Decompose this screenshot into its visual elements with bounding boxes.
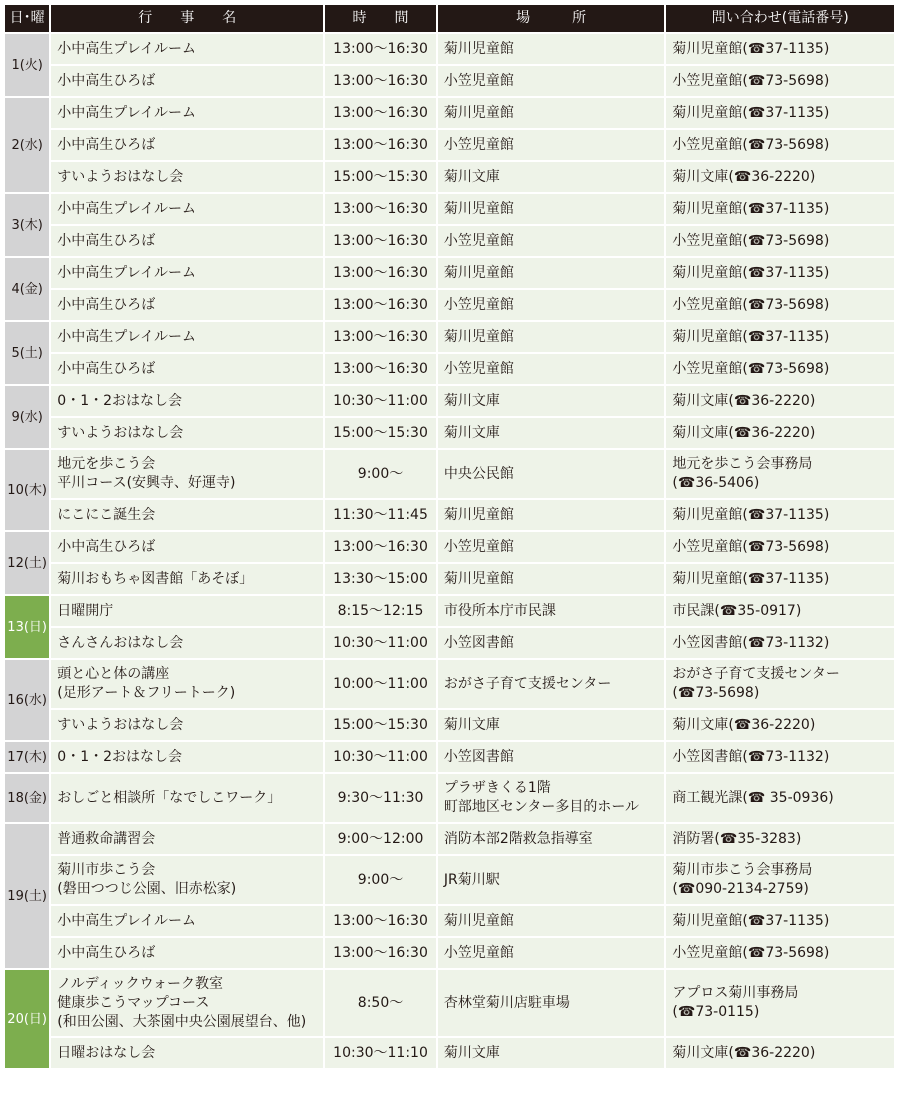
place-cell [438, 194, 665, 224]
cell-text-line: 小中高生プレイルーム [57, 912, 197, 929]
time-cell: 13:00〜16:30 [325, 354, 436, 384]
time-cell: 10:30〜11:00 [325, 386, 436, 416]
cell-text-line: 小笠児童館(☎73-5698) [672, 360, 830, 377]
cell-text-line: 日曜開庁 [57, 602, 114, 619]
table-row [5, 938, 894, 968]
event-cell [51, 290, 323, 320]
event-cell [51, 450, 323, 498]
cell-text-line: おがさ子育て支援センター [443, 675, 612, 692]
cell-text-line: 小中高生プレイルーム [57, 40, 197, 57]
time-cell: 13:00〜16:30 [325, 66, 436, 96]
place-cell [438, 226, 665, 256]
date-cell: 12(土) [5, 532, 49, 594]
contact-cell [666, 386, 894, 416]
cell-text-line: 小笠児童館 [443, 136, 514, 153]
time-cell: 10:30〜11:00 [325, 628, 436, 658]
cell-text-line: ノルディックウォーク教室 [57, 975, 224, 992]
cell-text-line: 小笠図書館 [443, 634, 514, 651]
cell-text-line: 菊川児童館(☎37-1135) [672, 912, 830, 929]
contact-cell [666, 628, 894, 658]
event-cell [51, 856, 323, 904]
place-cell [438, 386, 665, 416]
place-cell [438, 774, 665, 822]
cell-text-line: 頭と心と体の講座 [57, 666, 170, 682]
time-cell: 15:00〜15:30 [325, 418, 436, 448]
event-cell [51, 418, 323, 448]
cell-text-line: 消防本部2階救急指導室 [443, 830, 593, 847]
cell-text-line: 菊川児童館(☎37-1135) [672, 570, 830, 587]
cell-text-line: 小中高生ひろば [57, 136, 156, 153]
cell-text-line: 小中高生ひろば [57, 296, 156, 313]
event-cell [51, 1038, 323, 1068]
date-cell: 2(水) [5, 98, 49, 192]
table-row [5, 162, 894, 192]
cell-text-line: 菊川文庫(☎36-2220) [672, 424, 816, 441]
table-row [5, 564, 894, 594]
cell-text-line: 菊川文庫(☎36-2220) [672, 716, 816, 733]
cell-text-line: 地元を歩こう会 [57, 456, 156, 472]
time-cell: 13:00〜16:30 [325, 322, 436, 352]
table-row [5, 258, 894, 288]
contact-cell [666, 564, 894, 594]
date-cell: 5(土) [5, 322, 49, 384]
cell-text-line: 小中高生ひろば [57, 538, 156, 555]
cell-text-line: 菊川文庫 [443, 168, 500, 185]
header-contact: 問い合わせ(電話番号) [666, 5, 894, 32]
place-cell [438, 824, 665, 854]
time-cell: 13:00〜16:30 [325, 938, 436, 968]
time-cell: 9:00〜 [325, 856, 436, 904]
contact-cell [666, 258, 894, 288]
date-cell: 3(木) [5, 194, 49, 256]
place-cell [438, 906, 665, 936]
event-cell [51, 386, 323, 416]
cell-text-line: 菊川市歩こう会 [57, 862, 156, 878]
contact-cell [666, 660, 894, 708]
table-row [5, 354, 894, 384]
time-cell: 13:00〜16:30 [325, 226, 436, 256]
table-row [5, 290, 894, 320]
cell-text-line: 消防署(☎35-3283) [672, 830, 802, 847]
cell-text-line: 小笠児童館(☎73-5698) [672, 72, 830, 89]
cell-text-line: 菊川児童館 [443, 506, 514, 523]
event-cell [51, 564, 323, 594]
time-cell: 10:00〜11:00 [325, 660, 436, 708]
time-cell: 13:00〜16:30 [325, 34, 436, 64]
table-row [5, 906, 894, 936]
place-cell [438, 450, 665, 498]
event-cell [51, 354, 323, 384]
cell-text-line: 小笠児童館 [443, 232, 514, 249]
table-row [5, 98, 894, 128]
cell-text-line: 菊川市歩こう会事務局 [672, 862, 813, 878]
cell-text-line: 小笠児童館(☎73-5698) [672, 136, 830, 153]
cell-text-line: 菊川文庫(☎36-2220) [672, 1044, 816, 1061]
table-row [5, 322, 894, 352]
cell-text-line: 菊川文庫 [443, 424, 500, 441]
table-row [5, 500, 894, 530]
date-cell: 13(日) [5, 596, 49, 658]
cell-text-line: 0・1・2おはなし会 [57, 748, 183, 765]
table-row [5, 710, 894, 740]
table-row [5, 532, 894, 562]
table-row [5, 742, 894, 772]
contact-cell [666, 418, 894, 448]
cell-text-line: さんさんおはなし会 [57, 634, 184, 651]
cell-text-line: 小中高生プレイルーム [57, 264, 197, 281]
cell-text-line: 杏林堂菊川店駐車場 [443, 994, 570, 1011]
cell-text-line: 菊川児童館(☎37-1135) [672, 328, 830, 345]
table-row [5, 386, 894, 416]
cell-text-line: 菊川児童館(☎37-1135) [672, 40, 830, 57]
cell-text-line: 小笠児童館 [443, 296, 514, 313]
cell-text-line: 小笠図書館(☎73-1132) [672, 634, 830, 651]
cell-text-line: 菊川児童館 [443, 328, 514, 345]
cell-text-line: 小中高生ひろば [57, 72, 156, 89]
event-cell [51, 742, 323, 772]
event-cell [51, 774, 323, 822]
place-cell [438, 532, 665, 562]
table-row [5, 970, 894, 1036]
time-cell: 13:00〜16:30 [325, 130, 436, 160]
cell-text-line: (☎090-2134-2759) [672, 881, 809, 897]
time-cell: 9:00〜12:00 [325, 824, 436, 854]
cell-text-line: 小笠図書館 [443, 748, 514, 765]
header-place: 場 所 [438, 5, 665, 32]
contact-cell [666, 710, 894, 740]
time-cell: 11:30〜11:45 [325, 500, 436, 530]
cell-text-line: 健康歩こうマップコース [57, 994, 210, 1011]
cell-text-line: 小笠児童館(☎73-5698) [672, 944, 830, 961]
contact-cell [666, 500, 894, 530]
place-cell [438, 290, 665, 320]
cell-text-line: (☎73-5698) [672, 685, 760, 701]
place-cell [438, 628, 665, 658]
place-cell [438, 162, 665, 192]
cell-text-line: 小笠児童館(☎73-5698) [672, 232, 830, 249]
header-time: 時 間 [325, 5, 436, 32]
cell-text-line: 菊川児童館 [443, 104, 514, 121]
table-row [5, 194, 894, 224]
cell-text-line: 小笠児童館 [443, 944, 514, 961]
event-cell [51, 500, 323, 530]
contact-cell [666, 34, 894, 64]
contact-cell [666, 856, 894, 904]
header-event: 行 事 名 [51, 5, 323, 32]
contact-cell [666, 194, 894, 224]
cell-text-line: にこにこ誕生会 [57, 506, 156, 523]
contact-cell [666, 354, 894, 384]
contact-cell [666, 774, 894, 822]
cell-text-line: 市民課(☎35-0917) [672, 602, 802, 619]
table-row [5, 1038, 894, 1068]
cell-text-line: 小中高生プレイルーム [57, 200, 197, 217]
cell-text-line: 菊川児童館 [443, 912, 514, 929]
cell-text-line: 菊川文庫 [443, 1044, 500, 1061]
date-cell: 19(土) [5, 824, 49, 968]
place-cell [438, 258, 665, 288]
contact-cell [666, 130, 894, 160]
place-cell [438, 970, 665, 1036]
place-cell [438, 596, 665, 626]
contact-cell [666, 226, 894, 256]
cell-text-line: すいようおはなし会 [57, 424, 184, 441]
contact-cell [666, 1038, 894, 1068]
time-cell: 13:00〜16:30 [325, 532, 436, 562]
time-cell: 13:00〜16:30 [325, 98, 436, 128]
event-cell [51, 66, 323, 96]
place-cell [438, 742, 665, 772]
place-cell [438, 322, 665, 352]
date-cell: 4(金) [5, 258, 49, 320]
place-cell [438, 34, 665, 64]
contact-cell [666, 450, 894, 498]
table-row [5, 856, 894, 904]
cell-text-line: 菊川児童館(☎37-1135) [672, 200, 830, 217]
time-cell: 9:00〜 [325, 450, 436, 498]
header-row [5, 5, 894, 32]
table-row [5, 130, 894, 160]
time-cell: 15:00〜15:30 [325, 710, 436, 740]
date-cell: 10(木) [5, 450, 49, 530]
place-cell [438, 66, 665, 96]
cell-text-line: 菊川文庫(☎36-2220) [672, 392, 816, 409]
place-cell [438, 660, 665, 708]
table-row [5, 774, 894, 822]
time-cell: 13:00〜16:30 [325, 290, 436, 320]
cell-text-line: 中央公民館 [443, 465, 514, 482]
table-row [5, 824, 894, 854]
event-cell [51, 322, 323, 352]
cell-text-line: 菊川児童館(☎37-1135) [672, 264, 830, 281]
cell-text-line: (☎73-0115) [672, 1004, 760, 1020]
time-cell: 13:30〜15:00 [325, 564, 436, 594]
place-cell [438, 500, 665, 530]
event-schedule-table [3, 3, 896, 1070]
cell-text-line: 小中高生ひろば [57, 944, 156, 961]
event-cell [51, 98, 323, 128]
date-cell: 17(木) [5, 742, 49, 772]
event-cell [51, 226, 323, 256]
cell-text-line: 菊川児童館 [443, 200, 514, 217]
cell-text-line: (☎36-5406) [672, 475, 760, 491]
cell-text-line: 菊川児童館 [443, 570, 514, 587]
contact-cell [666, 824, 894, 854]
time-cell: 8:15〜12:15 [325, 596, 436, 626]
cell-text-line: 小笠児童館 [443, 538, 514, 555]
cell-text-line: (足形アート＆フリートーク) [57, 685, 236, 701]
event-cell [51, 162, 323, 192]
date-cell: 18(金) [5, 774, 49, 822]
place-cell [438, 1038, 665, 1068]
place-cell [438, 564, 665, 594]
cell-text-line: すいようおはなし会 [57, 168, 184, 185]
cell-text-line: アプロス菊川事務局 [672, 985, 799, 1001]
event-cell [51, 596, 323, 626]
contact-cell [666, 970, 894, 1036]
cell-text-line: 小笠児童館 [443, 360, 514, 377]
cell-text-line: 小中高生ひろば [57, 232, 156, 249]
cell-text-line: 0・1・2おはなし会 [57, 392, 183, 409]
event-cell [51, 906, 323, 936]
contact-cell [666, 906, 894, 936]
event-cell [51, 628, 323, 658]
table-row [5, 418, 894, 448]
contact-cell [666, 596, 894, 626]
time-cell: 10:30〜11:00 [325, 742, 436, 772]
contact-cell [666, 742, 894, 772]
place-cell [438, 418, 665, 448]
cell-text-line: (磐田つつじ公園、旧赤松家) [57, 881, 237, 897]
date-cell: 1(火) [5, 34, 49, 96]
time-cell: 10:30〜11:10 [325, 1038, 436, 1068]
event-cell [51, 970, 323, 1036]
table-row [5, 450, 894, 498]
cell-text-line: 商工観光課(☎ 35-0936) [672, 789, 834, 806]
cell-text-line: 平川コース(安興寺、好運寺) [57, 475, 236, 491]
event-cell [51, 938, 323, 968]
place-cell [438, 98, 665, 128]
table-row [5, 660, 894, 708]
cell-text-line: 小笠児童館(☎73-5698) [672, 538, 830, 555]
cell-text-line: 菊川児童館(☎37-1135) [672, 104, 830, 121]
cell-text-line: 菊川児童館 [443, 264, 514, 281]
schedule-body [5, 34, 894, 1068]
date-cell: 9(水) [5, 386, 49, 448]
cell-text-line: 菊川文庫 [443, 716, 500, 733]
event-cell [51, 824, 323, 854]
cell-text-line: 普通救命講習会 [57, 830, 156, 847]
cell-text-line: 地元を歩こう会事務局 [672, 456, 813, 472]
event-cell [51, 194, 323, 224]
cell-text-line: すいようおはなし会 [57, 716, 184, 733]
table-row [5, 66, 894, 96]
cell-text-line: 小中高生プレイルーム [57, 104, 197, 121]
contact-cell [666, 532, 894, 562]
cell-text-line: おがさ子育て支援センター [672, 666, 840, 682]
time-cell: 9:30〜11:30 [325, 774, 436, 822]
time-cell: 13:00〜16:30 [325, 194, 436, 224]
cell-text-line: 小中高生プレイルーム [57, 328, 197, 345]
table-row [5, 226, 894, 256]
time-cell: 13:00〜16:30 [325, 906, 436, 936]
contact-cell [666, 322, 894, 352]
header-date: 日･曜 [5, 5, 49, 32]
cell-text-line: 小笠児童館(☎73-5698) [672, 296, 830, 313]
place-cell [438, 354, 665, 384]
date-cell: 16(水) [5, 660, 49, 740]
cell-text-line: 菊川文庫(☎36-2220) [672, 168, 816, 185]
cell-text-line: 菊川文庫 [443, 392, 500, 409]
place-cell [438, 856, 665, 904]
place-cell [438, 710, 665, 740]
event-cell [51, 660, 323, 708]
cell-text-line: 菊川児童館(☎37-1135) [672, 506, 830, 523]
event-cell [51, 34, 323, 64]
contact-cell [666, 98, 894, 128]
contact-cell [666, 938, 894, 968]
time-cell: 15:00〜15:30 [325, 162, 436, 192]
cell-text-line: (和田公園、大茶園中央公園展望台、他) [57, 1013, 307, 1030]
event-cell [51, 710, 323, 740]
contact-cell [666, 290, 894, 320]
contact-cell [666, 66, 894, 96]
cell-text-line: 小中高生ひろば [57, 360, 156, 377]
time-cell: 13:00〜16:30 [325, 258, 436, 288]
event-cell [51, 258, 323, 288]
event-cell [51, 130, 323, 160]
cell-text-line: おしごと相談所「なでしこワーク」 [57, 789, 282, 806]
date-cell: 20(日) [5, 970, 49, 1068]
contact-cell [666, 162, 894, 192]
cell-text-line: 菊川おもちゃ図書館「あそぼ」 [57, 570, 254, 587]
cell-text-line: プラザきくる1階 [443, 780, 551, 796]
cell-text-line: 市役所本庁市民課 [443, 602, 556, 619]
place-cell [438, 130, 665, 160]
cell-text-line: JR菊川駅 [443, 871, 500, 888]
table-row [5, 596, 894, 626]
cell-text-line: 日曜おはなし会 [57, 1044, 156, 1061]
table-row [5, 34, 894, 64]
place-cell [438, 938, 665, 968]
table-row [5, 628, 894, 658]
cell-text-line: 町部地区センター多目的ホール [443, 799, 640, 815]
cell-text-line: 菊川児童館 [443, 40, 514, 57]
cell-text-line: 小笠図書館(☎73-1132) [672, 748, 830, 765]
time-cell: 8:50〜 [325, 970, 436, 1036]
event-cell [51, 532, 323, 562]
cell-text-line: 小笠児童館 [443, 72, 514, 89]
